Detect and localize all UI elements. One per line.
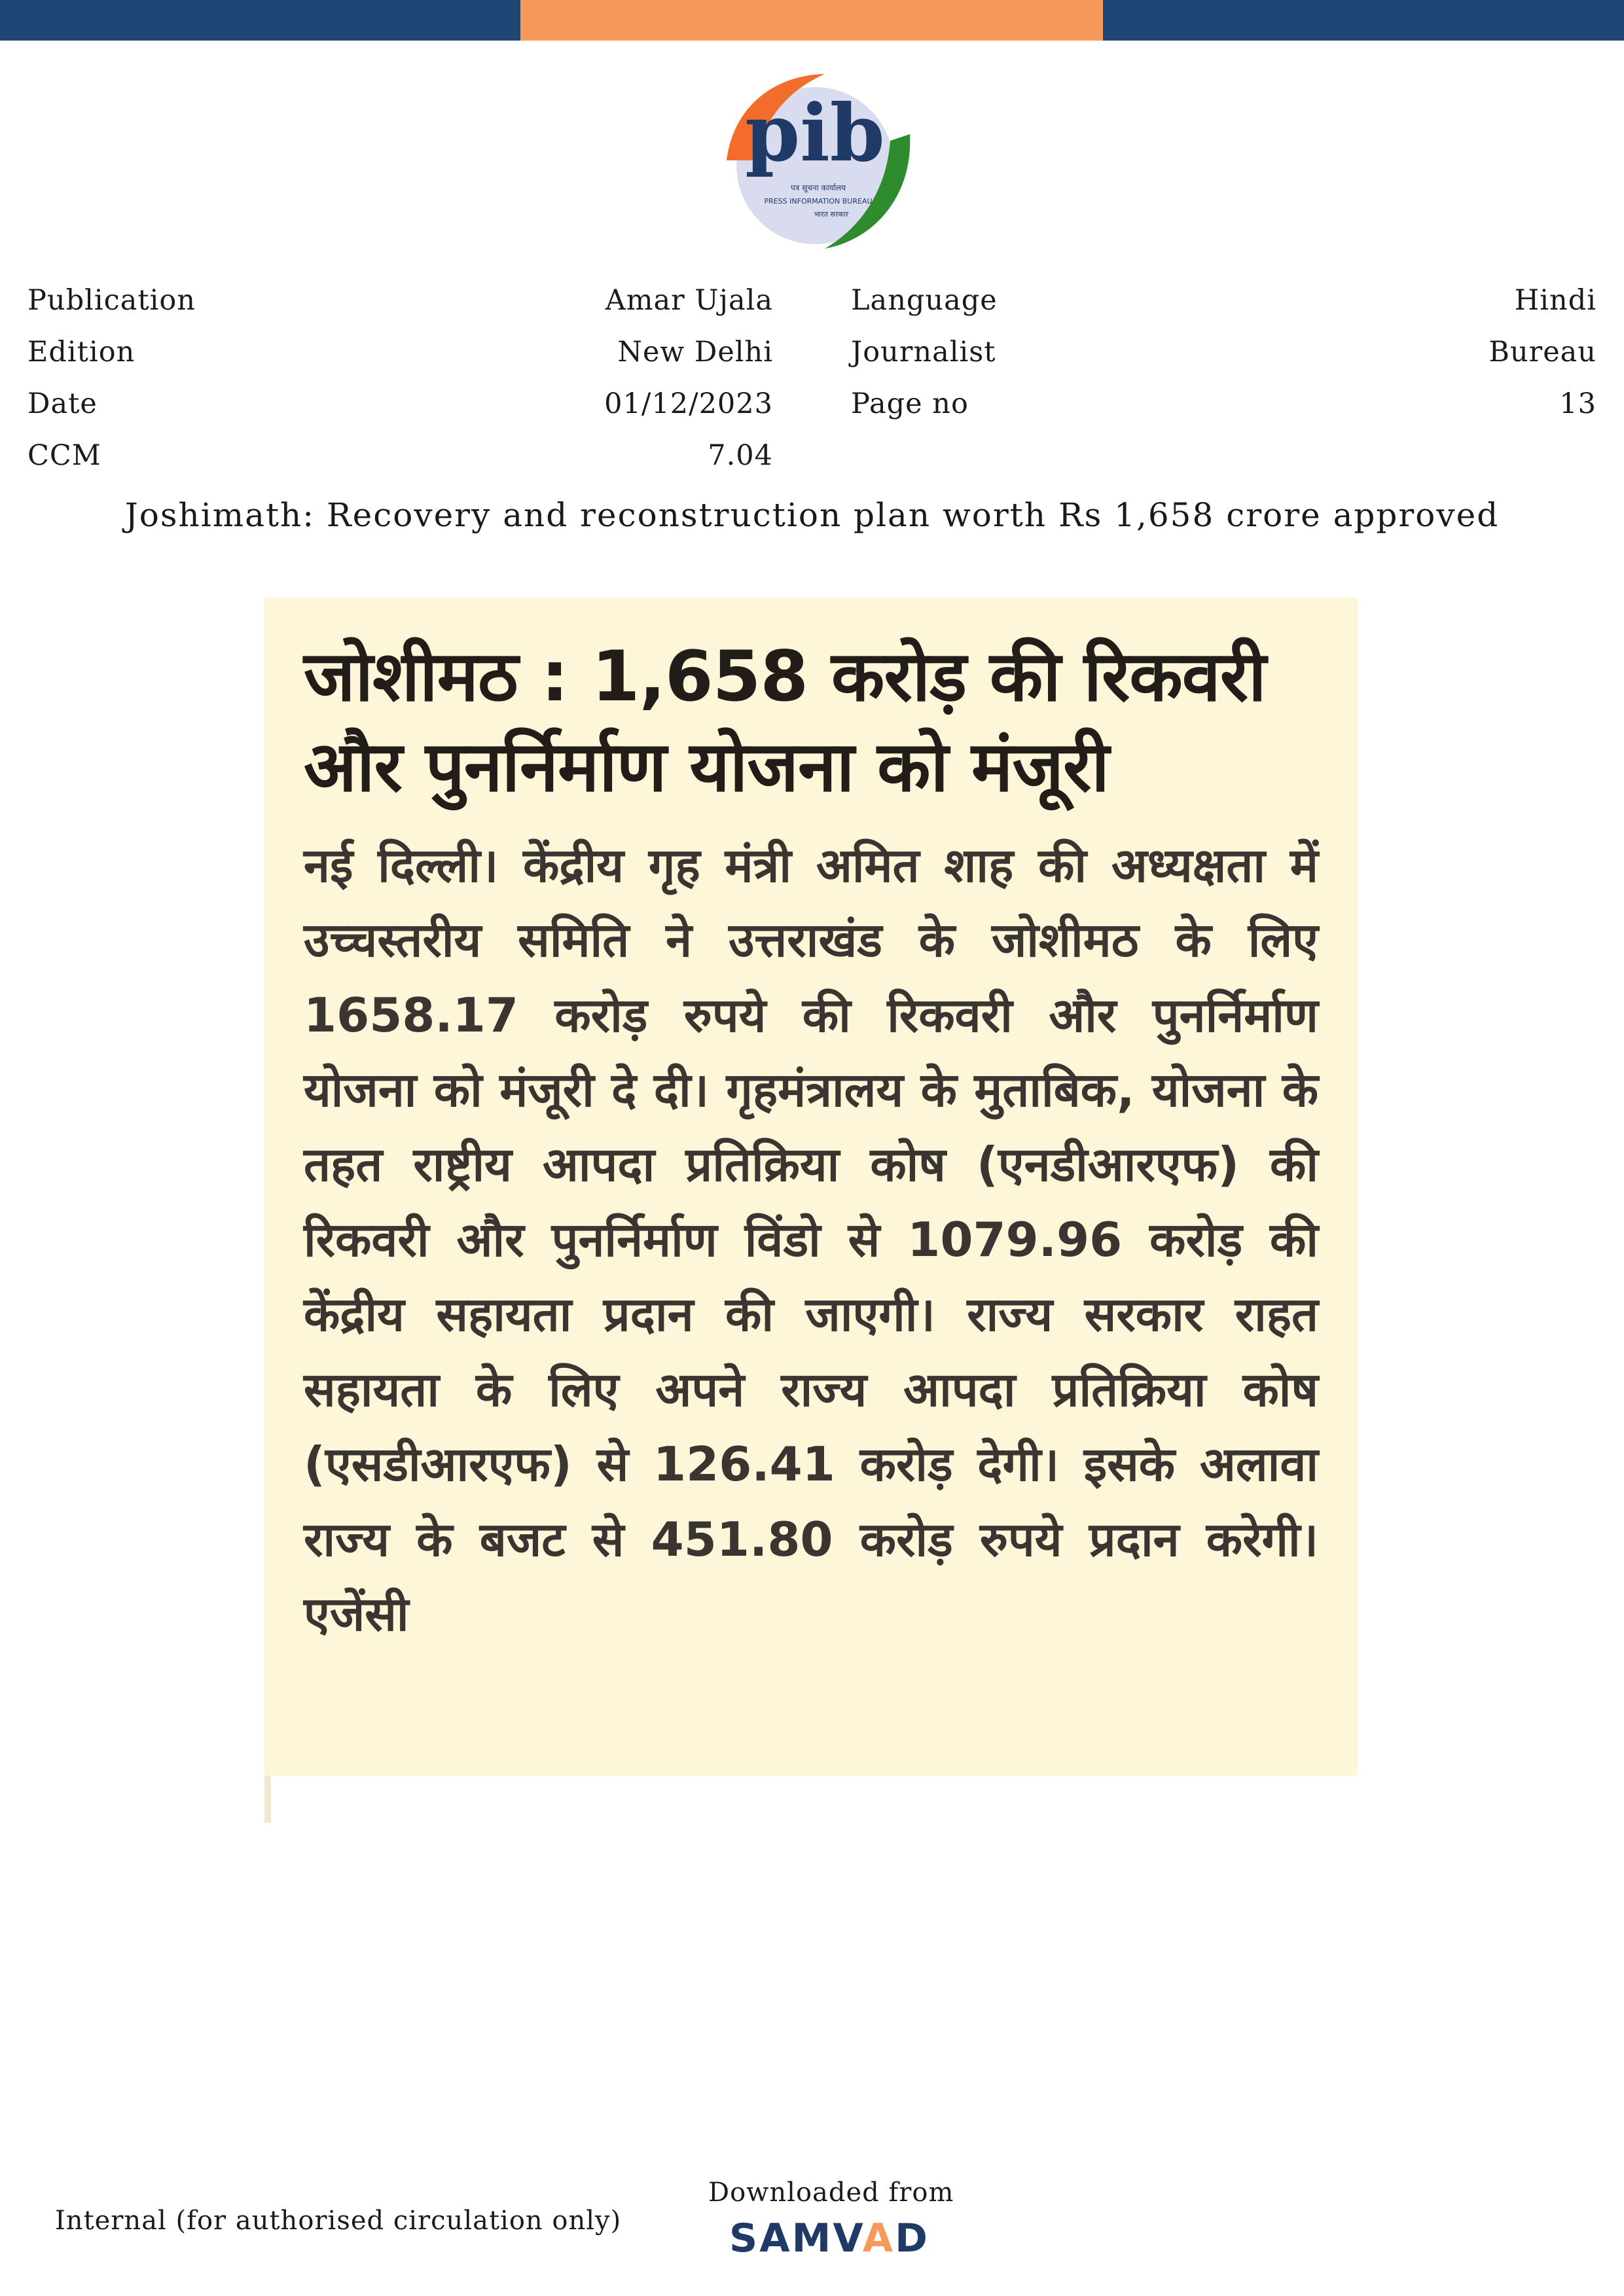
samvad-logo-part2: D xyxy=(895,2215,929,2261)
language-value: Hindi xyxy=(1514,284,1597,317)
downloaded-from: Downloaded from xyxy=(708,2178,954,2208)
edition-label: Edition xyxy=(27,336,135,368)
clipping-edge xyxy=(264,1776,271,1823)
journalist-label: Journalist xyxy=(851,336,996,368)
logo-english-line: PRESS INFORMATION BUREAU xyxy=(764,197,873,206)
edition-value: New Delhi xyxy=(617,336,773,368)
clipping-title: जोशीमठ : 1,658 करोड़ की रिकवरी और पुनर्निर्माण योजना को मंजूरी xyxy=(304,636,1266,807)
article-headline: Joshimath: Recovery and reconstruction plan worth Rs 1,658 crore approved xyxy=(124,496,1500,534)
logo-hindi-line: पत्र सूचना कार्यालय xyxy=(790,183,846,192)
page-value: 13 xyxy=(1559,387,1597,420)
journalist-value: Bureau xyxy=(1489,336,1597,368)
samvad-logo-part1: SAMV xyxy=(729,2215,863,2261)
top-band-right xyxy=(1103,0,1624,41)
pib-wordmark: pib xyxy=(745,87,885,179)
publication-label: Publication xyxy=(27,284,196,317)
samvad-logo xyxy=(729,2215,929,2261)
language-label: Language xyxy=(851,284,998,317)
top-band-center xyxy=(520,0,1103,41)
logo-bottom-line: भारत सरकार xyxy=(814,210,849,219)
date-value: 01/12/2023 xyxy=(604,387,773,420)
internal-notice: Internal (for authorised circulation only) xyxy=(55,2206,622,2236)
ccm-value: 7.04 xyxy=(708,439,773,472)
pib-logo xyxy=(713,62,916,259)
ccm-label: CCM xyxy=(27,439,101,472)
date-label: Date xyxy=(27,387,98,420)
samvad-logo-a: A xyxy=(862,2215,895,2261)
top-band-left xyxy=(0,0,520,41)
page-label: Page no xyxy=(851,387,969,420)
publication-value: Amar Ujala xyxy=(605,284,773,317)
clipping-body: नई दिल्ली। केंद्रीय गृह मंत्री अमित शाह की अध्यक्षता में उच्चस्तरीय समिति ने उत्तराखंड के जोशीमठ के लिए 1658.17 करोड़ रुपये की रिकवरी और पुनर्निर्माण योजना को मंजूरी दे दी। गृहमंत्रालय के मुताबिक, योजना के तहत राष्ट्रीय आपदा प्रतिक्रिया कोष (एनडीआरएफ) की रिकवरी और पुनर्निर्माण विंडो से 1079.96 करोड़ की केंद्रीय सहायता प्रदान की जाएगी। राज्य सरकार राहत सहायता के लिए अपने राज्य आपदा प्रतिक्रिया कोष (एसडीआरएफ) से 126.41 करोड़ देगी। इसके अलावा राज्य के बजट से 451.80 करोड़ रुपये प्रदान करेगी। एजेंसी xyxy=(304,837,1318,1642)
newspaper-clipping xyxy=(264,598,1358,1776)
